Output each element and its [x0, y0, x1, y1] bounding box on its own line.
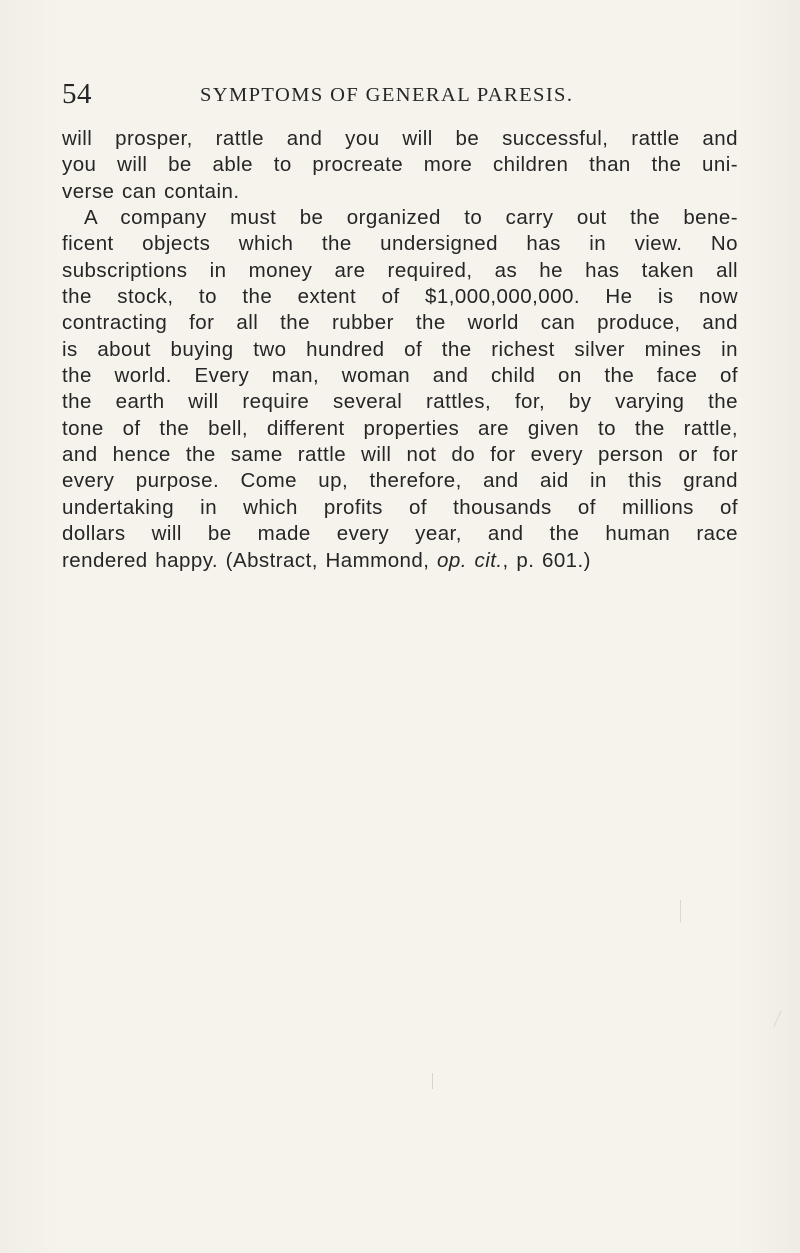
citation-italic: op. cit.	[437, 548, 503, 572]
page-number: 54	[62, 78, 92, 110]
text-line: the stock, to the extent of $1,000,000,000. He is now	[62, 285, 738, 309]
text-line: the earth will require several rattles, for, by varying the	[62, 390, 738, 414]
text-line-final	[62, 548, 738, 574]
paper-speck	[773, 1011, 782, 1028]
paper-speck	[432, 1073, 433, 1089]
text-line: every purpose. Come up, therefore, and aid in this grand	[62, 469, 738, 493]
text-line: subscriptions in money are required, as he has taken all	[62, 258, 738, 282]
body-text	[62, 126, 738, 574]
text-line: the world. Every man, woman and child on the face of	[62, 364, 738, 388]
text-line: tone of the bell, different properties are given to the rattle,	[62, 416, 738, 440]
text-line: undertaking in which profits of thousands of millions of	[62, 495, 738, 519]
text-line: and hence the same rattle will not do for every person or for	[62, 443, 738, 467]
citation-tail: , p. 601.)	[502, 548, 591, 572]
paper-speck	[680, 900, 681, 922]
text-line: dollars will be made every year, and the human race	[62, 522, 738, 546]
running-head: SYMPTOMS OF GENERAL PARESIS.	[200, 84, 574, 106]
page-header	[62, 76, 742, 112]
text-line: verse can contain.	[62, 179, 240, 203]
text-line: will prosper, rattle and you will be successful, rattle and	[62, 127, 738, 150]
text-line: A company must be organized to carry out the bene-	[84, 206, 738, 230]
text-line-start: rendered happy. (Abstract, Hammond,	[62, 548, 438, 572]
text-line: ficent objects which the undersigned has in view. No	[62, 232, 738, 256]
text-line: is about buying two hundred of the richest silver mines in	[62, 337, 738, 361]
text-line: you will be able to procreate more children than the uni-	[62, 153, 738, 177]
text-line: contracting for all the rubber the world can produce, and	[62, 311, 738, 335]
